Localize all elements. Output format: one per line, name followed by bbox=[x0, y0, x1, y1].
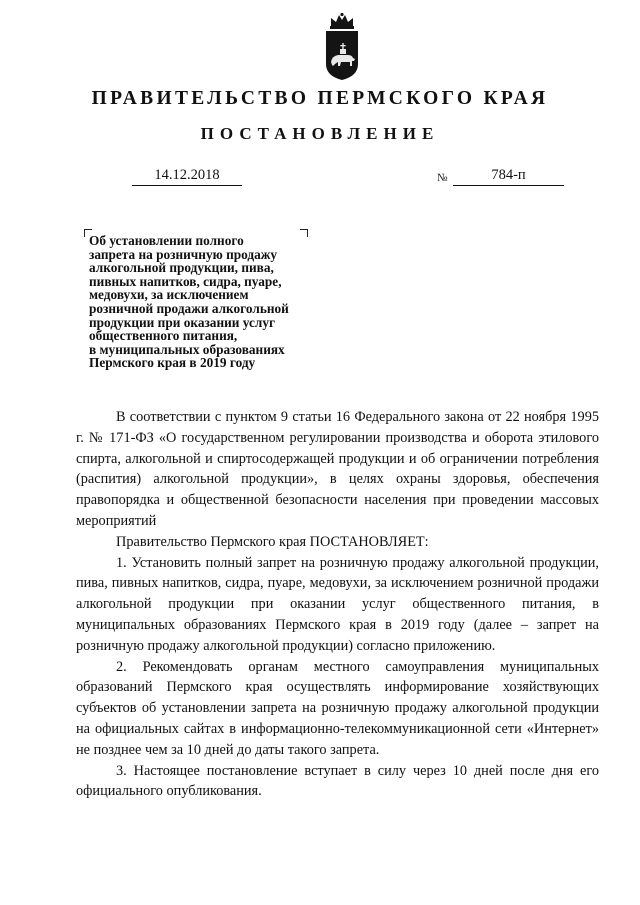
subject-line: Пермского края в 2019 году bbox=[89, 355, 256, 371]
subject-line: медовухи, за исключением bbox=[89, 287, 249, 303]
subject-line: Об установлении полного bbox=[89, 233, 244, 248]
document-date: 14.12.2018 bbox=[132, 166, 242, 186]
number-sign: № bbox=[437, 172, 448, 184]
document-subject bbox=[89, 234, 329, 370]
document-number: 784-п bbox=[453, 166, 564, 186]
item-3-paragraph: 3. Настоящее постановление вступает в силу через 10 дней после дня его официального опубликования. bbox=[76, 762, 599, 800]
subject-line: запрета на розничную продажу bbox=[89, 246, 278, 262]
perm-krai-coat-of-arms-icon bbox=[322, 12, 362, 82]
subject-line: розничной продажи алкогольной bbox=[89, 300, 289, 316]
document-type: ПОСТАНОВЛЕНИЕ bbox=[200, 124, 440, 143]
resolves-paragraph: Правительство Пермского края ПОСТАНОВЛЯЕТ: bbox=[116, 533, 429, 550]
document-body bbox=[76, 407, 599, 802]
government-title: ПРАВИТЕЛЬСТВО ПЕРМСКОГО КРАЯ bbox=[91, 88, 549, 109]
subject-line: пивных напитков, сидра, пуаре, bbox=[89, 273, 282, 289]
item-1-paragraph: 1. Установить полный запрет на розничную продажу алкогольной продукции, пива, пивных напитков, сидра, пуаре, медовухи, за исключением розничной продажи алкогольной продукции при оказании услуг общественного питания, в муниципальных образованиях Пермского края в 2019 году (далее – запрет на розничную продажу алкогольной продукции) согласно приложению. bbox=[76, 554, 599, 654]
intro-paragraph: В соответствии с пунктом 9 статьи 16 Федерального закона от 22 ноября 1995 г. № 171-ФЗ «О государственном регулировании производства и оборота этилового спирта, алкогольной и спиртосодержащей продукции и об ограничении потребления (распития) алкогольной продукции», в целях охраны здоровья, обеспечения правопорядка и общественной безопасности населения при проведении массовых мероприятий bbox=[76, 409, 599, 529]
subject-line: алкогольной продукции, пива, bbox=[89, 260, 274, 276]
subject-line: продукции при оказании услуг bbox=[89, 314, 276, 330]
subject-line: общественного питания, bbox=[89, 328, 238, 344]
subject-line: в муниципальных образованиях bbox=[89, 341, 285, 357]
item-2-paragraph: 2. Рекомендовать органам местного самоуправления муниципальных образований Пермского края осуществлять информирование хозяйствующих субъектов об установлении запрета на розничную продажу алкогольной продукции на официальных сайтах в информационно-телекоммуникационной сети «Интернет» не позднее чем за 10 дней до даты такого запрета. bbox=[76, 658, 599, 758]
